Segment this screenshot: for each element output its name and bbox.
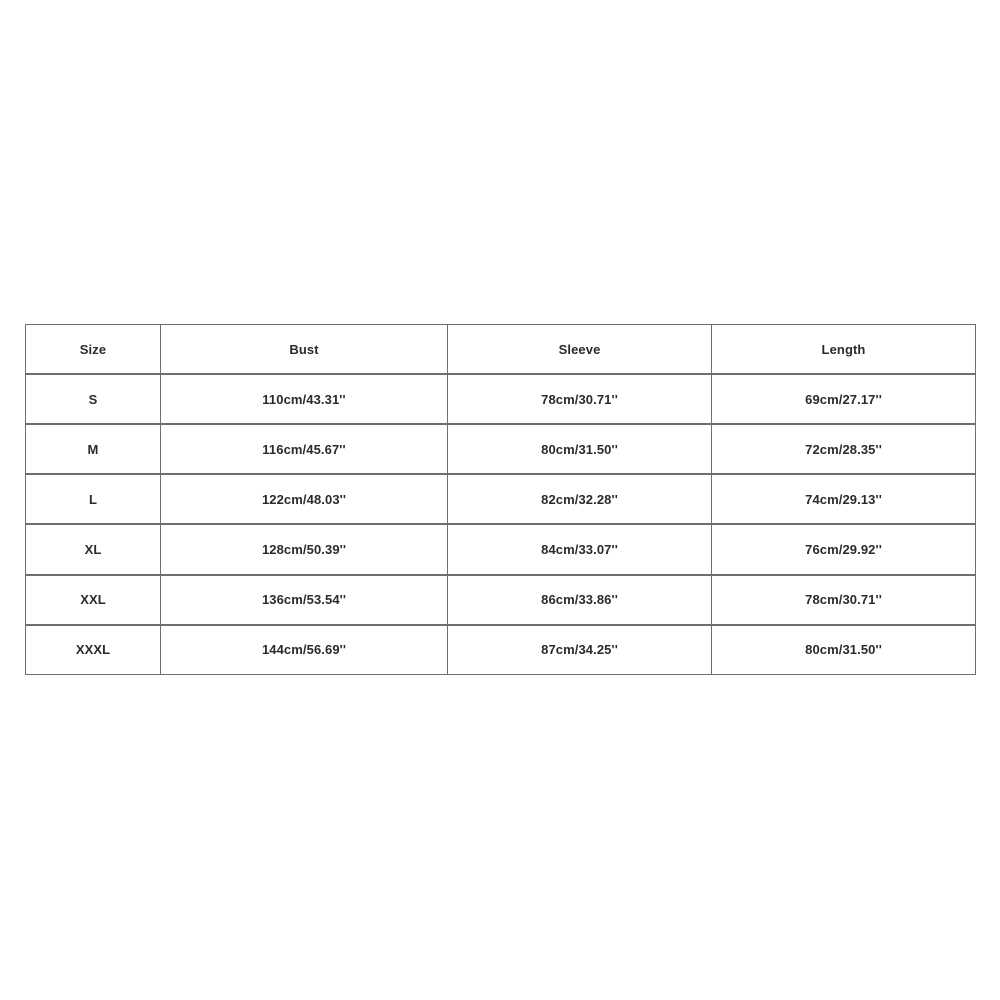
cell-size: XL bbox=[26, 524, 161, 574]
header-size: Size bbox=[26, 325, 161, 375]
table-row bbox=[26, 524, 976, 574]
table-row bbox=[26, 625, 976, 675]
cell-length: 80cm/31.50'' bbox=[712, 625, 976, 675]
cell-size: S bbox=[26, 374, 161, 424]
table-row bbox=[26, 474, 976, 524]
cell-bust: 136cm/53.54'' bbox=[161, 575, 448, 625]
header-bust: Bust bbox=[161, 325, 448, 375]
cell-bust: 144cm/56.69'' bbox=[161, 625, 448, 675]
cell-bust: 122cm/48.03'' bbox=[161, 474, 448, 524]
table-header-row bbox=[26, 325, 976, 375]
cell-length: 78cm/30.71'' bbox=[712, 575, 976, 625]
cell-size: XXL bbox=[26, 575, 161, 625]
header-length: Length bbox=[712, 325, 976, 375]
size-chart-table bbox=[25, 324, 976, 675]
cell-bust: 128cm/50.39'' bbox=[161, 524, 448, 574]
cell-sleeve: 78cm/30.71'' bbox=[448, 374, 712, 424]
cell-size: L bbox=[26, 474, 161, 524]
cell-length: 72cm/28.35'' bbox=[712, 424, 976, 474]
table-row bbox=[26, 575, 976, 625]
table-row bbox=[26, 374, 976, 424]
cell-length: 74cm/29.13'' bbox=[712, 474, 976, 524]
header-sleeve: Sleeve bbox=[448, 325, 712, 375]
cell-sleeve: 84cm/33.07'' bbox=[448, 524, 712, 574]
cell-sleeve: 80cm/31.50'' bbox=[448, 424, 712, 474]
table-row bbox=[26, 424, 976, 474]
cell-length: 76cm/29.92'' bbox=[712, 524, 976, 574]
cell-bust: 116cm/45.67'' bbox=[161, 424, 448, 474]
cell-sleeve: 82cm/32.28'' bbox=[448, 474, 712, 524]
cell-size: M bbox=[26, 424, 161, 474]
cell-sleeve: 87cm/34.25'' bbox=[448, 625, 712, 675]
cell-bust: 110cm/43.31'' bbox=[161, 374, 448, 424]
cell-sleeve: 86cm/33.86'' bbox=[448, 575, 712, 625]
cell-size: XXXL bbox=[26, 625, 161, 675]
cell-length: 69cm/27.17'' bbox=[712, 374, 976, 424]
